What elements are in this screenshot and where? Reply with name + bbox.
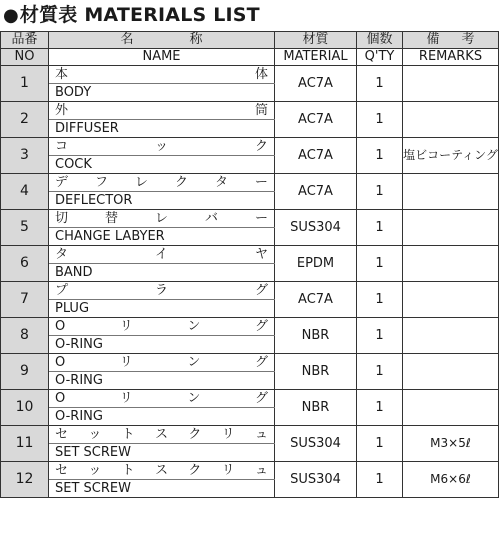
part-name-en: DEFLECTOR <box>49 192 275 210</box>
part-name-jp-char: ッ <box>88 463 102 478</box>
part-number: 2 <box>1 102 49 138</box>
table-row <box>1 426 499 444</box>
part-name-jp-char: 体 <box>254 67 268 82</box>
table-row <box>1 102 499 120</box>
part-material: NBR <box>275 318 357 354</box>
part-name-en: COCK <box>49 156 275 174</box>
part-material: SUS304 <box>275 462 357 498</box>
part-name-en: PLUG <box>49 300 275 318</box>
table-row <box>1 318 499 336</box>
part-name-jp-char: ン <box>187 391 201 406</box>
part-name-jp-char: レ <box>154 211 168 226</box>
part-qty: 1 <box>357 210 403 246</box>
part-name-jp-char: イ <box>154 247 168 262</box>
title-text: 材質表 MATERIALS LIST <box>19 4 260 26</box>
part-name-jp-char: ス <box>154 427 168 442</box>
part-number: 4 <box>1 174 49 210</box>
part-name-jp-char: ン <box>187 355 201 370</box>
header-name-jp-1: 名 <box>120 32 134 47</box>
part-number: 11 <box>1 426 49 462</box>
part-name-jp-char: バ <box>204 211 218 226</box>
part-name-jp-chars <box>55 66 268 83</box>
part-qty: 1 <box>357 138 403 174</box>
part-name-jp <box>49 138 275 156</box>
part-name-jp-chars <box>55 462 268 479</box>
part-name-jp-char: リ <box>119 355 133 370</box>
part-name-jp <box>49 390 275 408</box>
header-name-en: NAME <box>49 49 275 66</box>
part-name-jp-char: リ <box>119 391 133 406</box>
part-name-jp-chars <box>55 318 268 335</box>
part-name-jp-chars <box>55 282 268 299</box>
part-material: NBR <box>275 354 357 390</box>
part-remarks <box>403 354 499 390</box>
header-no-jp: 品番 <box>1 32 49 49</box>
part-name-en: O-RING <box>49 336 275 354</box>
part-name-jp <box>49 318 275 336</box>
part-name-en: SET SCREW <box>49 480 275 498</box>
part-qty: 1 <box>357 390 403 426</box>
header-remarks-jp-1: 備 <box>426 32 440 47</box>
materials-table-body <box>1 32 499 498</box>
part-remarks: 塩ビコーティング <box>403 138 499 174</box>
part-qty: 1 <box>357 354 403 390</box>
header-name-jp-2: 称 <box>189 32 203 47</box>
header-material-jp: 材質 <box>275 32 357 49</box>
part-name-jp-char: グ <box>254 355 268 370</box>
part-name-jp-chars <box>55 138 268 155</box>
part-number: 8 <box>1 318 49 354</box>
part-name-jp-char: タ <box>214 175 228 190</box>
part-name-jp <box>49 426 275 444</box>
part-name-jp-char: 替 <box>104 211 118 226</box>
part-material: AC7A <box>275 66 357 102</box>
part-name-jp-char: ッ <box>88 427 102 442</box>
part-name-jp-chars <box>55 174 268 191</box>
part-remarks: M3×5ℓ <box>403 426 499 462</box>
part-name-jp-chars <box>55 210 268 227</box>
part-name-en: DIFFUSER <box>49 120 275 138</box>
part-name-jp-char: ト <box>121 427 135 442</box>
part-name-jp-char: ン <box>187 319 201 334</box>
part-name-jp-char: 筒 <box>254 103 268 118</box>
part-remarks <box>403 102 499 138</box>
part-name-jp-chars <box>55 354 268 371</box>
part-qty: 1 <box>357 66 403 102</box>
part-name-jp-char: コ <box>55 139 69 154</box>
part-number: 3 <box>1 138 49 174</box>
part-qty: 1 <box>357 318 403 354</box>
part-name-en: BODY <box>49 84 275 102</box>
part-name-jp <box>49 354 275 372</box>
table-row <box>1 174 499 192</box>
part-name-en: O-RING <box>49 408 275 426</box>
page-title <box>3 2 260 28</box>
header-qty-en: Q'TY <box>357 49 403 66</box>
part-material: AC7A <box>275 282 357 318</box>
part-number: 1 <box>1 66 49 102</box>
table-row <box>1 66 499 84</box>
part-name-jp-char: ク <box>174 175 188 190</box>
part-name-jp-char: プ <box>55 283 69 298</box>
part-number: 10 <box>1 390 49 426</box>
part-remarks <box>403 282 499 318</box>
part-number: 9 <box>1 354 49 390</box>
header-remarks-en: REMARKS <box>403 49 499 66</box>
part-name-jp-char: ト <box>121 463 135 478</box>
part-name-jp <box>49 282 275 300</box>
part-name-jp-char: リ <box>221 427 235 442</box>
part-name-jp-char: セ <box>55 463 69 478</box>
header-material-en: MATERIAL <box>275 49 357 66</box>
part-name-jp-char: ュ <box>254 427 268 442</box>
title-bullet: ● <box>3 5 19 26</box>
part-name-jp <box>49 102 275 120</box>
part-name-jp-char: グ <box>254 391 268 406</box>
part-remarks <box>403 174 499 210</box>
part-name-jp-char: ー <box>254 175 268 190</box>
part-qty: 1 <box>357 426 403 462</box>
part-name-jp-char: ュ <box>254 463 268 478</box>
part-name-jp <box>49 210 275 228</box>
part-material: SUS304 <box>275 426 357 462</box>
table-row <box>1 354 499 372</box>
part-number: 7 <box>1 282 49 318</box>
part-name-jp-char: ク <box>188 427 202 442</box>
part-qty: 1 <box>357 462 403 498</box>
table-row <box>1 282 499 300</box>
part-name-jp-char: ラ <box>154 283 168 298</box>
part-remarks <box>403 318 499 354</box>
part-name-jp-char: セ <box>55 427 69 442</box>
part-name-jp-chars <box>55 102 268 119</box>
part-number: 6 <box>1 246 49 282</box>
part-name-en: O-RING <box>49 372 275 390</box>
part-remarks: M6×6ℓ <box>403 462 499 498</box>
table-row <box>1 246 499 264</box>
header-remarks-jp <box>403 32 499 49</box>
part-name-jp <box>49 462 275 480</box>
header-no-en: NO <box>1 49 49 66</box>
header-qty-jp: 個数 <box>357 32 403 49</box>
part-name-jp-char: グ <box>254 283 268 298</box>
part-name-jp-chars <box>55 246 268 263</box>
part-name-jp-char: 本 <box>55 67 69 82</box>
part-qty: 1 <box>357 246 403 282</box>
part-name-en: SET SCREW <box>49 444 275 462</box>
part-name-jp-char: 外 <box>55 103 69 118</box>
part-qty: 1 <box>357 174 403 210</box>
part-name-jp-char: ス <box>154 463 168 478</box>
part-name-jp-char: レ <box>134 175 148 190</box>
header-name-jp <box>49 32 275 49</box>
part-name-jp-char: リ <box>119 319 133 334</box>
part-name-jp-char: ー <box>254 211 268 226</box>
part-remarks <box>403 390 499 426</box>
header-row-jp <box>1 32 499 49</box>
part-name-jp-char: ク <box>254 139 268 154</box>
part-name-jp <box>49 246 275 264</box>
part-name-jp-char: O <box>55 391 66 406</box>
table-row <box>1 390 499 408</box>
part-material: EPDM <box>275 246 357 282</box>
part-name-jp-chars <box>55 426 268 443</box>
part-remarks <box>403 66 499 102</box>
part-name-jp-char: O <box>55 355 66 370</box>
table-row <box>1 462 499 480</box>
part-qty: 1 <box>357 102 403 138</box>
part-qty: 1 <box>357 282 403 318</box>
header-remarks-jp-2: 考 <box>461 32 475 47</box>
part-name-jp-char: O <box>55 319 66 334</box>
part-material: AC7A <box>275 102 357 138</box>
part-name-jp-chars <box>55 390 268 407</box>
part-name-jp-char: ヤ <box>254 247 268 262</box>
part-name-jp-char: ク <box>188 463 202 478</box>
part-material: SUS304 <box>275 210 357 246</box>
part-name-jp <box>49 66 275 84</box>
header-row-en <box>1 49 499 66</box>
part-name-en: CHANGE LABYER <box>49 228 275 246</box>
materials-table <box>0 31 499 498</box>
part-remarks <box>403 210 499 246</box>
part-name-jp-char: グ <box>254 319 268 334</box>
part-number: 5 <box>1 210 49 246</box>
part-name-jp-char: フ <box>94 175 108 190</box>
table-row <box>1 210 499 228</box>
part-name-jp <box>49 174 275 192</box>
part-name-jp-char: 切 <box>55 211 69 226</box>
part-material: AC7A <box>275 138 357 174</box>
part-material: NBR <box>275 390 357 426</box>
part-name-jp-char: リ <box>221 463 235 478</box>
part-name-jp-char: デ <box>55 175 69 190</box>
part-remarks <box>403 246 499 282</box>
part-number: 12 <box>1 462 49 498</box>
part-name-en: BAND <box>49 264 275 282</box>
part-name-jp-char: ッ <box>154 139 168 154</box>
part-name-jp-char: タ <box>55 247 69 262</box>
table-row <box>1 138 499 156</box>
part-material: AC7A <box>275 174 357 210</box>
